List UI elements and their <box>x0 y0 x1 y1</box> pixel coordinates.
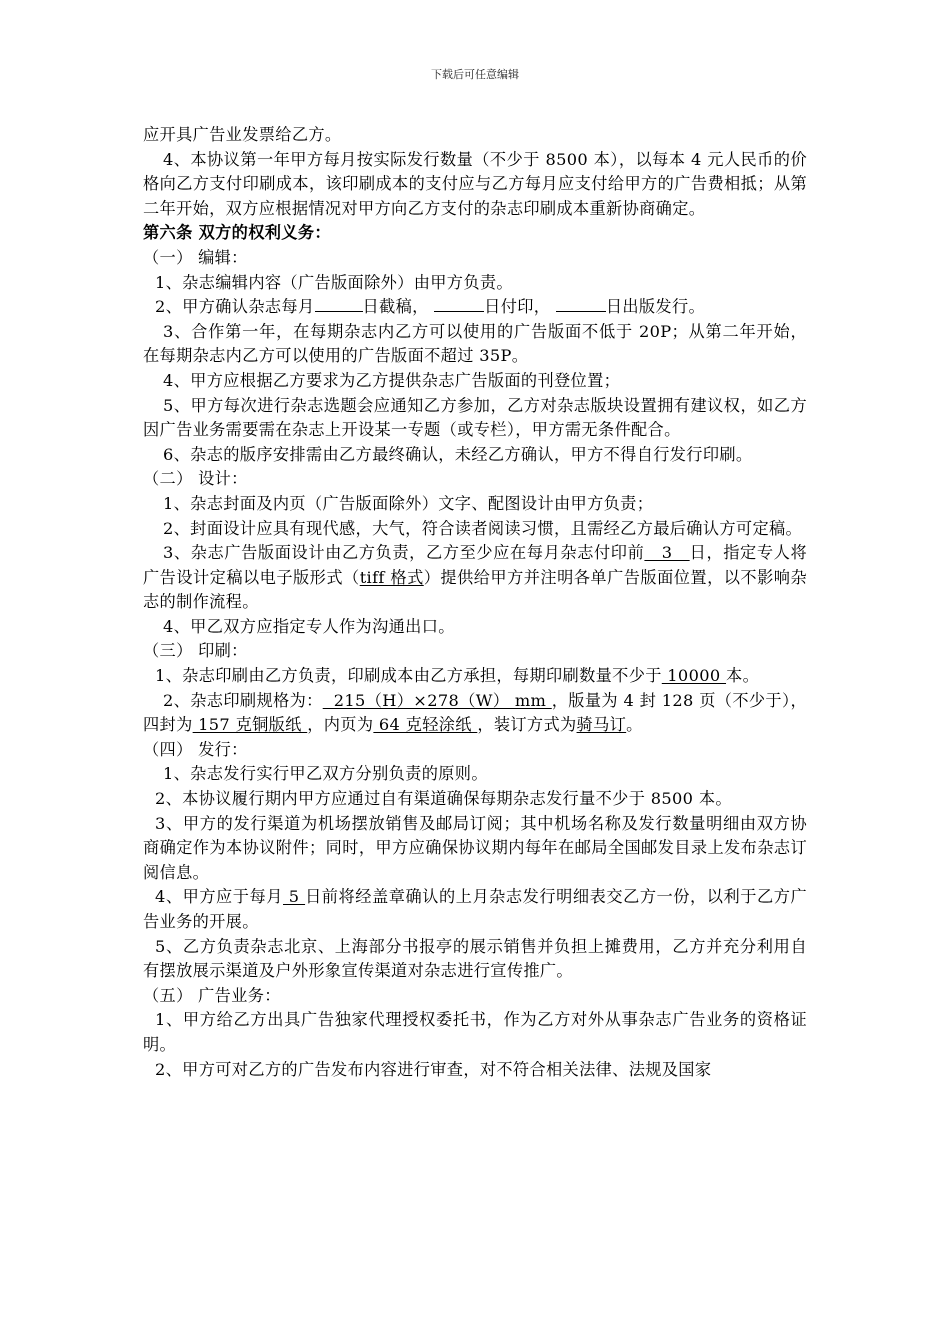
editing-item-5: 5、甲方每次进行杂志选题会应通知乙方参加，乙方对杂志版块设置拥有建议权，如乙方因广告业务需要需在杂志上开设某一专题（或专栏），甲方需无条件配合。 <box>143 395 807 440</box>
section-advertising-title: （五） 广告业务： <box>143 985 281 1005</box>
section-editing-title: （一） 编辑： <box>143 247 248 267</box>
contract-body <box>143 123 807 1082</box>
design-item-1: 1、杂志封面及内页（广告版面除外）文字、配图设计由甲方负责； <box>163 493 654 513</box>
editing-item-1: 1、杂志编辑内容（广告版面除外）由甲方负责。 <box>155 272 513 292</box>
distribution-item-4: 4、甲方应于每月 5 日前将经盖章确认的上月杂志发行明细表交乙方一份，以利于乙方广告业务的开展。 <box>143 887 807 931</box>
report-day: 5 <box>283 887 306 907</box>
printing-item-2: 2、杂志印刷规格为： 215（H）×278（W） mm ，版量为 4 封 128 页（不少于），四封为 157 克铜版纸 ，内页为 64 克轻涂纸 ，装订方式为骑马订。 <box>143 690 807 735</box>
design-item-2: 2、封面设计应具有现代感，大气，符合读者阅读习惯，且需经乙方最后确认方可定稿。 <box>163 518 803 538</box>
editing-item-6: 6、杂志的版序安排需由乙方最终确认，未经乙方确认，甲方不得自行发行印刷。 <box>163 444 753 464</box>
section-design-title: （二） 设计： <box>143 469 248 489</box>
section-printing-title: （三） 印刷： <box>143 641 248 661</box>
paragraph-article-4: 4、本协议第一年甲方每月按实际发行数量（不少于 8500 本），以每本 4 元人民币的价格向乙方支付印刷成本，该印刷成本的支付应与乙方每月应支付给甲方的广告费相抵；从第二年开始，双方应根据情况对甲方向乙方支付的杂志印刷成本重新协商确定。 <box>143 149 807 218</box>
days-before-print: 3 <box>644 543 690 563</box>
design-item-3: 3、杂志广告版面设计由乙方负责，乙方至少应在每月杂志付印前 3 日，指定专人将广告设计定稿以电子版形式（tiff 格式）提供给甲方并注明各单广告版面位置，以不影响杂志的制作流程。 <box>143 543 807 612</box>
distribution-item-2: 2、本协议履行期内甲方应通过自有渠道确保每期杂志发行量不少于 8500 本。 <box>155 789 732 809</box>
inner-paper: 64 克轻涂纸 <box>373 715 478 735</box>
blank-deadline-day <box>315 295 363 312</box>
editing-item-3: 3、合作第一年，在每期杂志内乙方可以使用的广告版面不低于 20P；从第二年开始，在每期杂志内乙方可以使用的广告版面不超过 35P。 <box>143 321 807 366</box>
advertising-item-2: 2、甲方可对乙方的广告发布内容进行审查，对不符合相关法律、法规及国家 <box>155 1059 712 1079</box>
editing-item-2: 2、甲方确认杂志每月 日截稿， 日付印， 日出版发行。 <box>155 297 706 317</box>
editing-item-4: 4、甲方应根据乙方要求为乙方提供杂志广告版面的刊登位置； <box>163 370 621 390</box>
article-6-title: 第六条 双方的权利义务： <box>143 223 331 243</box>
distribution-item-3: 3、甲方的发行渠道为机场摆放销售及邮局订阅；其中机场名称及发行数量明细由双方协商确定作为本协议附件；同时，甲方应确保协议期内每年在邮局全国邮发目录上发布杂志订阅信息。 <box>143 813 807 882</box>
section-distribution-title: （四） 发行： <box>143 739 248 759</box>
design-item-4: 4、甲乙双方应指定专人作为沟通出口。 <box>163 616 455 636</box>
paragraph-invoice: 应开具广告业发票给乙方。 <box>143 125 342 144</box>
blank-print-day <box>434 295 484 312</box>
file-format: tiff 格式 <box>359 567 424 587</box>
printing-item-1: 1、杂志印刷由乙方负责，印刷成本由乙方承担，每期印刷数量不少于 10000 本。 <box>155 666 760 686</box>
print-size: 215（H）×278（W） mm <box>322 690 552 710</box>
print-quantity: 10000 <box>661 666 727 686</box>
distribution-item-5: 5、乙方负责杂志北京、上海部分书报亭的展示销售并负担上摊费用，乙方并充分利用自有摆放展示渠道及户外形象宣传渠道对杂志进行宣传推广。 <box>143 936 807 981</box>
distribution-item-1: 1、杂志发行实行甲乙双方分别负责的原则。 <box>163 764 488 784</box>
blank-publish-day <box>556 295 606 312</box>
advertising-item-1: 1、甲方给乙方出具广告独家代理授权委托书，作为乙方对外从事杂志广告业务的资格证明。 <box>143 1010 807 1054</box>
page-header: 下载后可任意编辑 <box>431 68 519 81</box>
cover-paper: 157 克铜版纸 <box>192 715 308 735</box>
binding-method: 骑马订 <box>576 715 627 735</box>
